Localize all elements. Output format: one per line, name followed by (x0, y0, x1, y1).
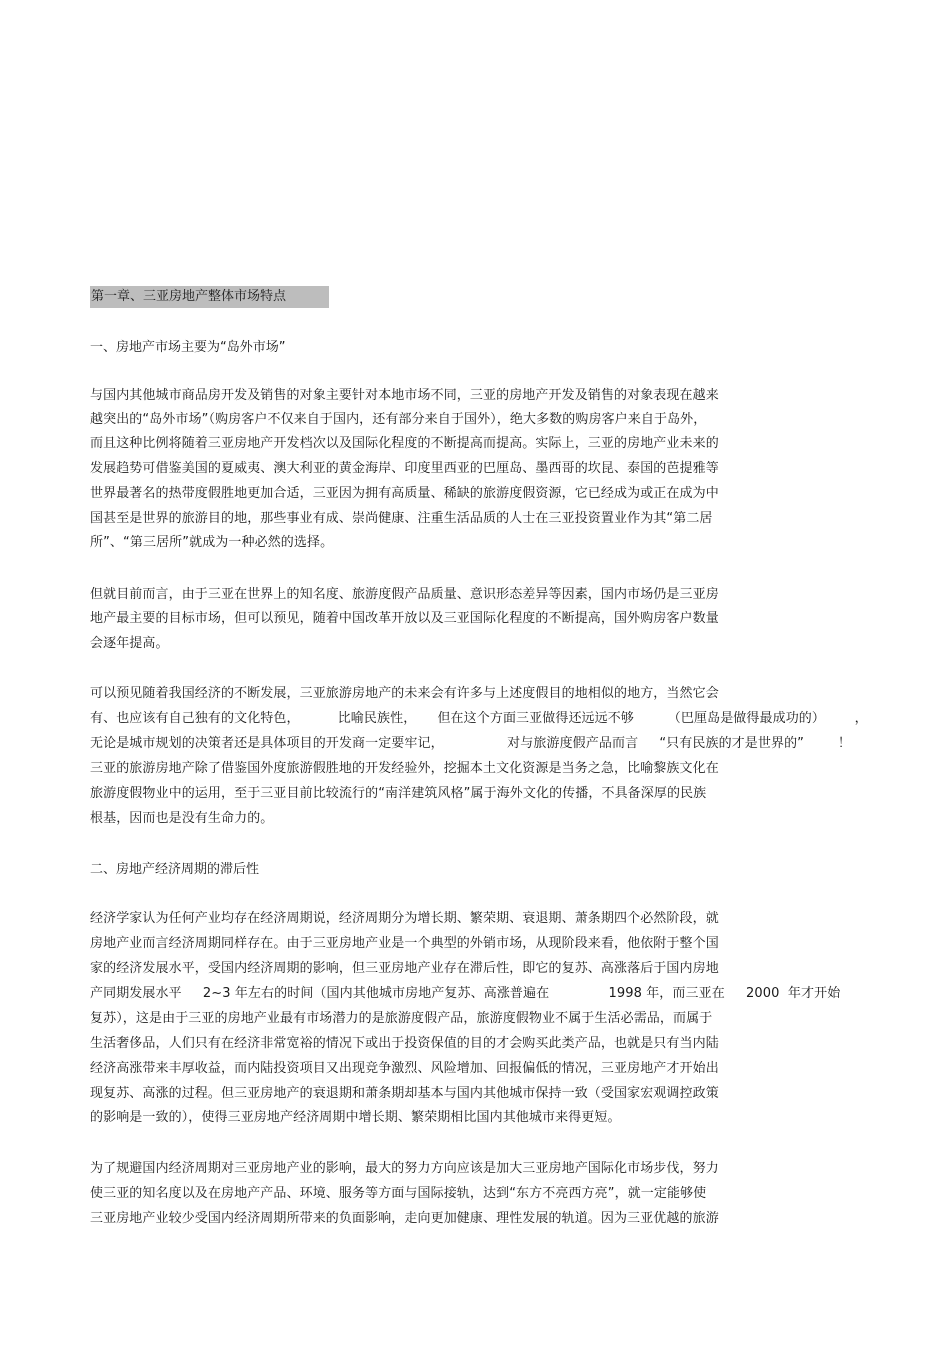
section-heading-2: 二、房地产经济周期的滞后性 (90, 862, 260, 877)
text-line: 发展趋势可借鉴美国的夏威夷、澳大利亚的黄金海岸、印度里西亚的巴厘岛、墨西哥的坎昆、泰国的芭提雅等 (90, 461, 719, 476)
text-line: 使三亚的知名度以及在房地产产品、环境、服务等方面与国际接轨，达到“东方不亮西方亮”，就一定能够使 (90, 1186, 707, 1201)
text-line: 经济学家认为任何产业均存在经济周期说，经济周期分为增长期、繁荣期、衰退期、萧条期四个必然阶段，就 (90, 911, 719, 926)
text-line: 的影响是一致的），使得三亚房地产经济周期中增长期、繁荣期相比国内其他城市来得更短。 (90, 1110, 621, 1125)
text-line: 所”、“第三居所”就成为一种必然的选择。 (90, 535, 334, 550)
text-line: 现复苏、高涨的过程。但三亚房地产的衰退期和萧条期却基本与国内其他城市保持一致（受国家宏观调控政策 (90, 1086, 719, 1101)
text-line: 但就目前而言，由于三亚在世界上的知名度、旅游度假产品质量、意识形态差异等因素，国内市场仍是三亚房 (90, 587, 719, 602)
text-line: 产同期发展水平 2~3 年左右的时间（国内其他城市房地产复苏、高涨普遍在 1998 年，而三亚在 2000 年才开始 (90, 986, 841, 1001)
text-line: 而且这种比例将随着三亚房地产开发档次以及国际化程度的不断提高而提高。实际上，三亚的房地产业未来的 (90, 436, 719, 451)
text-line: 三亚房地产业较少受国内经济周期所带来的负面影响，走向更加健康、理性发展的轨道。因为三亚优越的旅游 (90, 1211, 719, 1226)
text-line: 有、也应该有自己独有的文化特色， 比喻民族性， 但在这个方面三亚做得还远远不够 （巴厘岛是做得最成功的） ， (90, 711, 868, 726)
text-line: 家的经济发展水平，受国内经济周期的影响，但三亚房地产业存在滞后性，即它的复苏、高涨落后于国内房地 (90, 961, 719, 976)
text-line: 经济高涨带来丰厚收益，而内陆投资项目又出现竞争激烈、风险增加、回报偏低的情况，三亚房地产才开始出 (90, 1061, 719, 1076)
text-line: 旅游度假物业中的运用，至于三亚目前比较流行的“南洋建筑风格”属于海外文化的传播，不具备深厚的民族 (90, 786, 707, 801)
text-line: 越突出的“岛外市场”（购房客户不仅来自于国内，还有部分来自于国外），绝大多数的购房客户来自于岛外， (90, 412, 707, 427)
text-line: 国甚至是世界的旅游目的地，那些事业有成、崇尚健康、注重生活品质的人士在三亚投资置业作为其“第二居 (90, 511, 713, 526)
chapter-title: 第一章、三亚房地产整体市场特点 (90, 286, 329, 308)
section-heading-1: 一、房地产市场主要为“岛外市场” (90, 340, 286, 355)
text-line: 为了规避国内经济周期对三亚房地产业的影响，最大的努力方向应该是加大三亚房地产国际化市场步伐，努力 (90, 1161, 719, 1176)
text-line: 无论是城市规划的决策者还是具体项目的开发商一定要牢记， 对与旅游度假产品而言 “只有民族的才是世界的” ！ (90, 736, 851, 751)
text-line: 房地产业而言经济周期同样存在。由于三亚房地产业是一个典型的外销市场，从现阶段来看，他依附于整个国 (90, 936, 719, 951)
text-line: 地产最主要的目标市场，但可以预见，随着中国改革开放以及三亚国际化程度的不断提高，国外购房客户数量 (90, 611, 719, 626)
text-line: 复苏），这是由于三亚的房地产业最有市场潜力的是旅游度假产品，旅游度假物业不属于生活必需品，而属于 (90, 1011, 713, 1026)
text-line: 根基，因而也是没有生命力的。 (90, 811, 274, 826)
text-line: 世界最著名的热带度假胜地更加合适，三亚因为拥有高质量、稀缺的旅游度假资源，它已经成为或正在成为中 (90, 486, 719, 501)
text-line: 三亚的旅游房地产除了借鉴国外度旅游假胜地的开发经验外，挖掘本土文化资源是当务之急，比喻黎族文化在 (90, 761, 719, 776)
text-line: 与国内其他城市商品房开发及销售的对象主要针对本地市场不同，三亚的房地产开发及销售的对象表现在越来 (90, 388, 719, 403)
text-line: 可以预见随着我国经济的不断发展，三亚旅游房地产的未来会有许多与上述度假目的地相似的地方，当然它会 (90, 686, 719, 701)
text-line: 生活奢侈品，人们只有在经济非常宽裕的情况下或出于投资保值的目的才会购买此类产品，也就是只有当内陆 (90, 1036, 719, 1051)
text-line: 会逐年提高。 (90, 636, 169, 651)
